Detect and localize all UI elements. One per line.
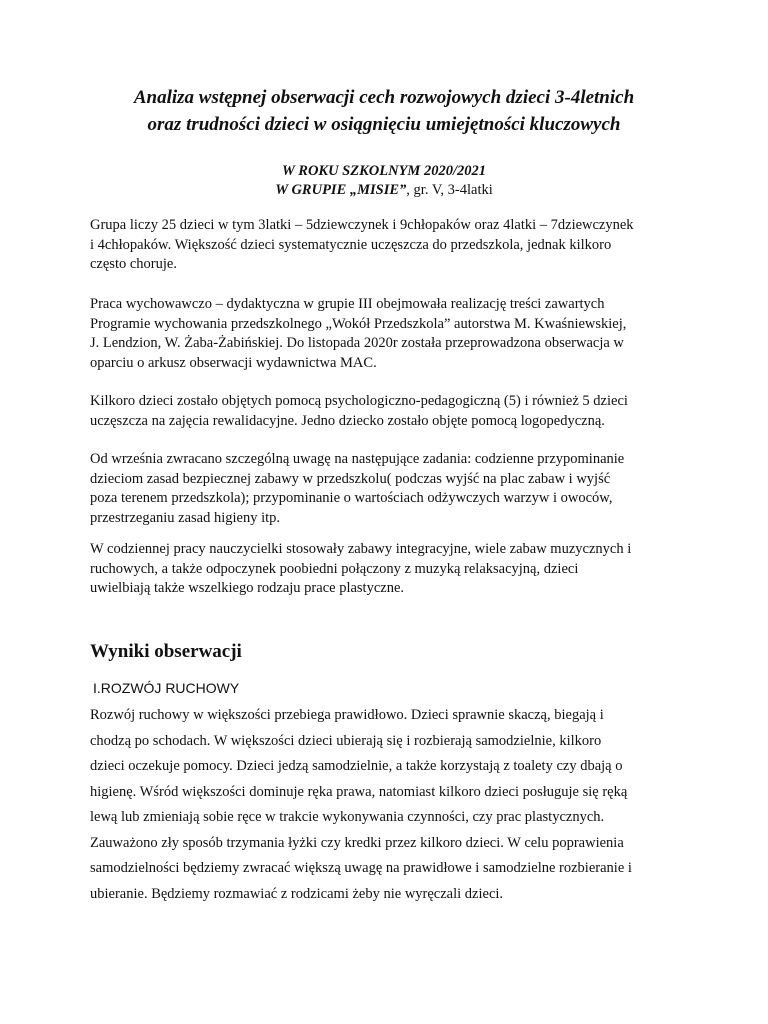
group-details: , gr. V, 3-4latki	[406, 182, 493, 198]
document-subtitle	[60, 162, 708, 200]
body-line: higienę. Wśród większości dominuje ręka prawa, natomiast kilkoro dzieci posługuje się ręką	[90, 783, 628, 800]
paragraph-daily-work	[90, 540, 690, 599]
paragraph-line: Praca wychowawczo – dydaktyczna w grupie III obejmowała realizację treści zawartych	[90, 296, 605, 312]
body-line: samodzielności będziemy zwracać większą uwagę na prawidłowe i samodzielne rozbieranie i	[90, 860, 632, 876]
paragraph-line: i 4chłopaków. Większość dzieci systematycznie uczęszcza do przedszkola, jednak kilkoro	[90, 236, 612, 253]
paragraph-line: uwielbiają także wszelkiego rodzaju prace plastyczne.	[90, 580, 405, 596]
paragraph-line: uczęszcza na zajęcia rewalidacyjne. Jedno dziecko zostało objęte pomocą logopedyczną.	[90, 412, 605, 429]
results-heading: Wyniki obserwacji	[90, 641, 242, 662]
paragraph-line: poza terenem przedszkola); przypominanie o wartościach odżywczych warzyw i owoców,	[90, 490, 613, 506]
paragraph-line: Od września zwracano szczególną uwagę na następujące zadania: codzienne przypominanie	[90, 451, 625, 467]
paragraph-program	[90, 295, 690, 373]
title-line-1: Analiza wstępnej obserwacji cech rozwojowych dzieci 3-4letnich	[133, 87, 635, 108]
paragraph-line: dzieciom zasad bezpiecznej zabawy w przedszkolu( podczas wyjść na plac zabaw i wyjść	[90, 470, 611, 487]
paragraph-line: oparciu o arkusz obserwacji wydawnictwa MAC.	[90, 354, 377, 371]
paragraph-line: J. Lendzion, W. Żaba-Żabińskiej. Do listopada 2020r została przeprowadzona obserwacja w	[90, 335, 624, 351]
motor-development-text	[90, 703, 690, 907]
paragraph-line: Grupa liczy 25 dzieci w tym 3latki – 5dziewczynek i 9chłopaków oraz 4latki – 7dziewczynek	[90, 217, 634, 233]
paragraph-support	[90, 392, 690, 431]
body-line: lewą lub zmieniają sobie ręce w trakcie wykonywania czynności, czy prac plastycznych.	[90, 809, 605, 825]
group-name: W GRUPIE „MISIE”	[275, 182, 407, 198]
paragraph-line: W codziennej pracy nauczycielki stosowały zabawy integracyjne, wiele zabaw muzycznych i	[90, 541, 632, 557]
body-line: Zauważono zły sposób trzymania łyżki czy kredki przez kilkoro dzieci. W celu poprawienia	[90, 834, 624, 851]
paragraph-line: przestrzeganiu zasad higieny itp.	[90, 509, 281, 526]
document-title	[60, 84, 708, 138]
section-title-motor-development: I.ROZWÓJ RUCHOWY	[93, 680, 240, 696]
body-line: ubieranie. Będziemy rozmawiać z rodzicami żeby nie wyręczali dzieci.	[90, 885, 504, 902]
paragraph-tasks	[90, 450, 690, 528]
body-line: Rozwój ruchowy w większości przebiega prawidłowo. Dzieci sprawnie skaczą, biegają i	[90, 707, 604, 723]
subtitle-line-1: W ROKU SZKOLNYM 2020/2021	[282, 163, 486, 179]
paragraph-line: ruchowych, a także odpoczynek poobiedni połączony z muzyką relaksacyjną, dzieci	[90, 560, 579, 577]
paragraph-line: często choruje.	[90, 256, 177, 272]
body-line: chodzą po schodach. W większości dzieci ubierają się i rozbierają samodzielnie, kilkoro	[90, 732, 602, 749]
subtitle-line-2	[60, 181, 708, 200]
paragraph-line: Programie wychowania przedszkolnego „Wokół Przedszkola” autorstwa M. Kwaśniewskiej,	[90, 315, 627, 332]
body-line: dzieci oczekuje pomocy. Dzieci jedzą samodzielnie, a także korzystają z toalety czy dbają o	[90, 758, 623, 774]
paragraph-group-info	[90, 216, 690, 275]
title-line-2: oraz trudności dzieci w osiągnięciu umiejętności kluczowych	[147, 114, 621, 135]
paragraph-line: Kilkoro dzieci zostało objętych pomocą psychologiczno-pedagogiczną (5) i również 5 dzieci	[90, 393, 628, 409]
